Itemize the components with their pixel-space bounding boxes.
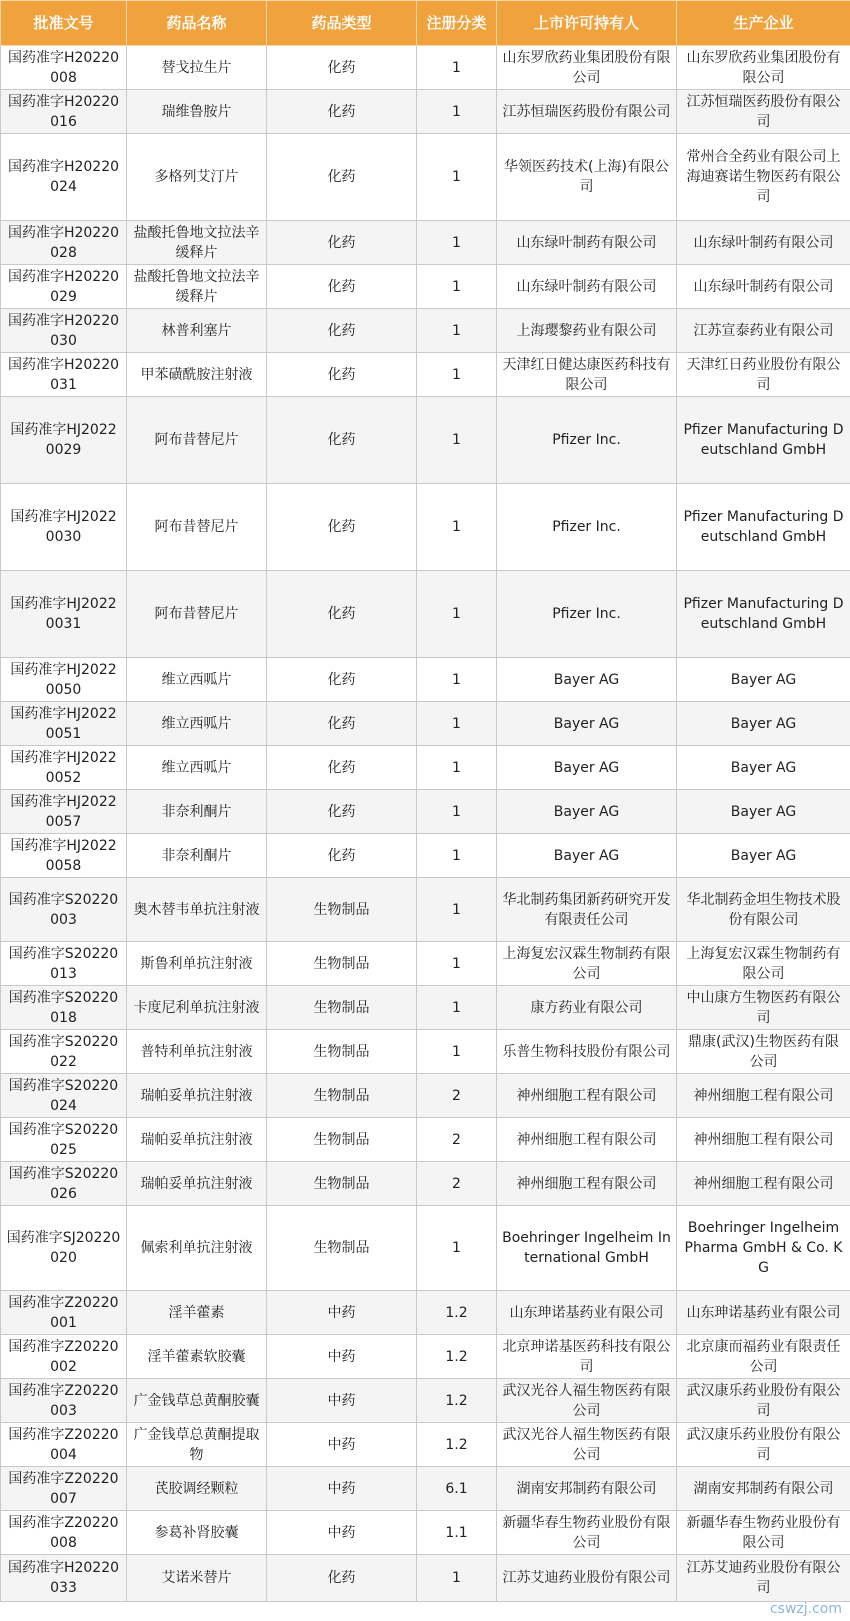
drug-type-cell: 化药 bbox=[267, 834, 417, 878]
drug-name-cell: 阿布昔替尼片 bbox=[127, 571, 267, 658]
drug-name-cell: 甲苯磺酰胺注射液 bbox=[127, 353, 267, 397]
manufacturer-cell: 山东罗欣药业集团股份有限公司 bbox=[677, 46, 850, 90]
approval-number-cell: 国药准字H20220008 bbox=[1, 46, 127, 90]
registration-class-cell: 6.1 bbox=[417, 1467, 497, 1511]
manufacturer-cell: 鼎康(武汉)生物医药有限公司 bbox=[677, 1030, 850, 1074]
approval-number-cell: 国药准字H20220033 bbox=[1, 1555, 127, 1602]
approval-number-cell: 国药准字H20220028 bbox=[1, 221, 127, 265]
manufacturer-cell: 江苏恒瑞医药股份有限公司 bbox=[677, 90, 850, 134]
table-row bbox=[1, 571, 850, 658]
drug-name-cell: 奥木替韦单抗注射液 bbox=[127, 878, 267, 942]
registration-class-cell: 1.2 bbox=[417, 1291, 497, 1335]
license-holder-cell: 山东绿叶制药有限公司 bbox=[497, 221, 677, 265]
registration-class-cell: 1 bbox=[417, 1555, 497, 1602]
header-manufacturer: 生产企业 bbox=[677, 1, 850, 46]
license-holder-cell: 北京珅诺基医药科技有限公司 bbox=[497, 1335, 677, 1379]
manufacturer-cell: 华北制药金坦生物技术股份有限公司 bbox=[677, 878, 850, 942]
manufacturer-cell: Bayer AG bbox=[677, 658, 850, 702]
drug-name-cell: 林普利塞片 bbox=[127, 309, 267, 353]
table-row bbox=[1, 658, 850, 702]
drug-name-cell: 艾诺米替片 bbox=[127, 1555, 267, 1602]
approval-number-cell: 国药准字S20220013 bbox=[1, 942, 127, 986]
license-holder-cell: 乐普生物科技股份有限公司 bbox=[497, 1030, 677, 1074]
manufacturer-cell: 中山康方生物医药有限公司 bbox=[677, 986, 850, 1030]
header-drug-name: 药品名称 bbox=[127, 1, 267, 46]
manufacturer-cell: 湖南安邦制药有限公司 bbox=[677, 1467, 850, 1511]
site-watermark: cswzj.com bbox=[769, 1601, 842, 1617]
table-row bbox=[1, 1030, 850, 1074]
header-drug-type: 药品类型 bbox=[267, 1, 417, 46]
license-holder-cell: 上海复宏汉霖生物制药有限公司 bbox=[497, 942, 677, 986]
license-holder-cell: 神州细胞工程有限公司 bbox=[497, 1118, 677, 1162]
registration-class-cell: 1 bbox=[417, 484, 497, 571]
drug-type-cell: 化药 bbox=[267, 221, 417, 265]
manufacturer-cell: Pfizer Manufacturing Deutschland GmbH bbox=[677, 484, 850, 571]
approval-number-cell: 国药准字S20220026 bbox=[1, 1162, 127, 1206]
drug-type-cell: 化药 bbox=[267, 658, 417, 702]
drug-name-cell: 斯鲁利单抗注射液 bbox=[127, 942, 267, 986]
license-holder-cell: 上海璎黎药业有限公司 bbox=[497, 309, 677, 353]
table-row bbox=[1, 90, 850, 134]
table-row bbox=[1, 1467, 850, 1511]
registration-class-cell: 1.2 bbox=[417, 1335, 497, 1379]
approval-number-cell: 国药准字Z20220007 bbox=[1, 1467, 127, 1511]
manufacturer-cell: Pfizer Manufacturing Deutschland GmbH bbox=[677, 571, 850, 658]
approval-number-cell: 国药准字S20220003 bbox=[1, 878, 127, 942]
registration-class-cell: 1.2 bbox=[417, 1423, 497, 1467]
manufacturer-cell: 山东珅诺基药业有限公司 bbox=[677, 1291, 850, 1335]
approval-number-cell: 国药准字H20220030 bbox=[1, 309, 127, 353]
approval-number-cell: 国药准字HJ20220052 bbox=[1, 746, 127, 790]
approval-number-cell: 国药准字HJ20220029 bbox=[1, 397, 127, 484]
approval-number-cell: 国药准字Z20220001 bbox=[1, 1291, 127, 1335]
table-row bbox=[1, 746, 850, 790]
header-license-holder: 上市许可持有人 bbox=[497, 1, 677, 46]
table-row bbox=[1, 790, 850, 834]
drug-name-cell: 广金钱草总黄酮胶囊 bbox=[127, 1379, 267, 1423]
registration-class-cell: 1 bbox=[417, 221, 497, 265]
manufacturer-cell: 武汉康乐药业股份有限公司 bbox=[677, 1379, 850, 1423]
registration-class-cell: 2 bbox=[417, 1074, 497, 1118]
registration-class-cell: 1 bbox=[417, 46, 497, 90]
table-row bbox=[1, 265, 850, 309]
approval-number-cell: 国药准字SJ20220020 bbox=[1, 1206, 127, 1291]
drug-name-cell: 瑞维鲁胺片 bbox=[127, 90, 267, 134]
table-row bbox=[1, 1291, 850, 1335]
drug-type-cell: 化药 bbox=[267, 1555, 417, 1602]
drug-name-cell: 卡度尼利单抗注射液 bbox=[127, 986, 267, 1030]
manufacturer-cell: 天津红日药业股份有限公司 bbox=[677, 353, 850, 397]
drug-type-cell: 化药 bbox=[267, 90, 417, 134]
manufacturer-cell: Bayer AG bbox=[677, 702, 850, 746]
table-row bbox=[1, 1335, 850, 1379]
license-holder-cell: Pfizer Inc. bbox=[497, 571, 677, 658]
license-holder-cell: 湖南安邦制药有限公司 bbox=[497, 1467, 677, 1511]
license-holder-cell: 武汉光谷人福生物医药有限公司 bbox=[497, 1423, 677, 1467]
manufacturer-cell: Bayer AG bbox=[677, 834, 850, 878]
license-holder-cell: Bayer AG bbox=[497, 834, 677, 878]
drug-type-cell: 生物制品 bbox=[267, 1162, 417, 1206]
drug-type-cell: 生物制品 bbox=[267, 1074, 417, 1118]
drug-name-cell: 淫羊藿素 bbox=[127, 1291, 267, 1335]
drug-type-cell: 化药 bbox=[267, 484, 417, 571]
manufacturer-cell: Pfizer Manufacturing Deutschland GmbH bbox=[677, 397, 850, 484]
approval-number-cell: 国药准字Z20220008 bbox=[1, 1511, 127, 1555]
registration-class-cell: 1 bbox=[417, 1030, 497, 1074]
manufacturer-cell: Bayer AG bbox=[677, 790, 850, 834]
approval-number-cell: 国药准字Z20220002 bbox=[1, 1335, 127, 1379]
registration-class-cell: 2 bbox=[417, 1162, 497, 1206]
manufacturer-cell: 神州细胞工程有限公司 bbox=[677, 1074, 850, 1118]
drug-type-cell: 化药 bbox=[267, 353, 417, 397]
license-holder-cell: 神州细胞工程有限公司 bbox=[497, 1074, 677, 1118]
table-row bbox=[1, 1206, 850, 1291]
license-holder-cell: 康方药业有限公司 bbox=[497, 986, 677, 1030]
drug-name-cell: 多格列艾汀片 bbox=[127, 134, 267, 221]
drug-name-cell: 盐酸托鲁地文拉法辛缓释片 bbox=[127, 265, 267, 309]
registration-class-cell: 1 bbox=[417, 309, 497, 353]
license-holder-cell: Pfizer Inc. bbox=[497, 484, 677, 571]
license-holder-cell: 江苏恒瑞医药股份有限公司 bbox=[497, 90, 677, 134]
registration-class-cell: 1 bbox=[417, 702, 497, 746]
table-header-row bbox=[1, 1, 850, 46]
header-registration-class: 注册分类 bbox=[417, 1, 497, 46]
drug-type-cell: 生物制品 bbox=[267, 1030, 417, 1074]
registration-class-cell: 1 bbox=[417, 790, 497, 834]
table-row bbox=[1, 134, 850, 221]
table-row bbox=[1, 834, 850, 878]
drug-name-cell: 佩索利单抗注射液 bbox=[127, 1206, 267, 1291]
registration-class-cell: 1 bbox=[417, 746, 497, 790]
drug-type-cell: 化药 bbox=[267, 134, 417, 221]
manufacturer-cell: 江苏艾迪药业股份有限公司 bbox=[677, 1555, 850, 1602]
drug-type-cell: 中药 bbox=[267, 1423, 417, 1467]
drug-type-cell: 生物制品 bbox=[267, 1118, 417, 1162]
table-body bbox=[1, 46, 850, 1602]
drug-type-cell: 化药 bbox=[267, 46, 417, 90]
registration-class-cell: 2 bbox=[417, 1118, 497, 1162]
table-row bbox=[1, 986, 850, 1030]
drug-type-cell: 化药 bbox=[267, 397, 417, 484]
license-holder-cell: Pfizer Inc. bbox=[497, 397, 677, 484]
table-row bbox=[1, 1379, 850, 1423]
drug-type-cell: 生物制品 bbox=[267, 878, 417, 942]
manufacturer-cell: 山东绿叶制药有限公司 bbox=[677, 221, 850, 265]
approval-number-cell: 国药准字H20220016 bbox=[1, 90, 127, 134]
registration-class-cell: 1 bbox=[417, 265, 497, 309]
approval-number-cell: 国药准字H20220024 bbox=[1, 134, 127, 221]
approval-number-cell: 国药准字HJ20220057 bbox=[1, 790, 127, 834]
approval-number-cell: 国药准字HJ20220030 bbox=[1, 484, 127, 571]
drug-name-cell: 阿布昔替尼片 bbox=[127, 484, 267, 571]
registration-class-cell: 1.1 bbox=[417, 1511, 497, 1555]
approval-number-cell: 国药准字S20220018 bbox=[1, 986, 127, 1030]
approval-number-cell: 国药准字HJ20220031 bbox=[1, 571, 127, 658]
approval-number-cell: 国药准字Z20220003 bbox=[1, 1379, 127, 1423]
table-row bbox=[1, 484, 850, 571]
drug-name-cell: 替戈拉生片 bbox=[127, 46, 267, 90]
drug-name-cell: 盐酸托鲁地文拉法辛缓释片 bbox=[127, 221, 267, 265]
registration-class-cell: 1 bbox=[417, 571, 497, 658]
drug-name-cell: 瑞帕妥单抗注射液 bbox=[127, 1162, 267, 1206]
table-row bbox=[1, 1423, 850, 1467]
table-row bbox=[1, 1162, 850, 1206]
drug-name-cell: 瑞帕妥单抗注射液 bbox=[127, 1118, 267, 1162]
license-holder-cell: Bayer AG bbox=[497, 746, 677, 790]
manufacturer-cell: 北京康而福药业有限责任公司 bbox=[677, 1335, 850, 1379]
license-holder-cell: 华领医药技术(上海)有限公司 bbox=[497, 134, 677, 221]
drug-name-cell: 广金钱草总黄酮提取物 bbox=[127, 1423, 267, 1467]
drug-type-cell: 化药 bbox=[267, 790, 417, 834]
drug-type-cell: 中药 bbox=[267, 1291, 417, 1335]
drug-type-cell: 生物制品 bbox=[267, 986, 417, 1030]
drug-type-cell: 生物制品 bbox=[267, 1206, 417, 1291]
license-holder-cell: Boehringer Ingelheim International GmbH bbox=[497, 1206, 677, 1291]
approval-number-cell: 国药准字H20220029 bbox=[1, 265, 127, 309]
registration-class-cell: 1 bbox=[417, 942, 497, 986]
drug-type-cell: 中药 bbox=[267, 1335, 417, 1379]
table-row bbox=[1, 702, 850, 746]
manufacturer-cell: 上海复宏汉霖生物制药有限公司 bbox=[677, 942, 850, 986]
registration-class-cell: 1 bbox=[417, 134, 497, 221]
registration-class-cell: 1.2 bbox=[417, 1379, 497, 1423]
table-row bbox=[1, 221, 850, 265]
drug-type-cell: 化药 bbox=[267, 746, 417, 790]
license-holder-cell: 天津红日健达康医药科技有限公司 bbox=[497, 353, 677, 397]
manufacturer-cell: 常州合全药业有限公司上海迪赛诺生物医药有限公司 bbox=[677, 134, 850, 221]
table-row bbox=[1, 309, 850, 353]
drug-type-cell: 中药 bbox=[267, 1511, 417, 1555]
table-row bbox=[1, 942, 850, 986]
table-row bbox=[1, 397, 850, 484]
approval-number-cell: 国药准字S20220022 bbox=[1, 1030, 127, 1074]
registration-class-cell: 1 bbox=[417, 986, 497, 1030]
registration-class-cell: 1 bbox=[417, 878, 497, 942]
approval-number-cell: 国药准字HJ20220058 bbox=[1, 834, 127, 878]
table-row bbox=[1, 1511, 850, 1555]
license-holder-cell: Bayer AG bbox=[497, 658, 677, 702]
drug-type-cell: 化药 bbox=[267, 571, 417, 658]
approval-number-cell: 国药准字HJ20220050 bbox=[1, 658, 127, 702]
drug-name-cell: 参葛补肾胶囊 bbox=[127, 1511, 267, 1555]
drug-type-cell: 化药 bbox=[267, 702, 417, 746]
approval-number-cell: 国药准字Z20220004 bbox=[1, 1423, 127, 1467]
drug-name-cell: 维立西呱片 bbox=[127, 746, 267, 790]
drug-name-cell: 芪胶调经颗粒 bbox=[127, 1467, 267, 1511]
manufacturer-cell: Boehringer Ingelheim Pharma GmbH & Co. KG bbox=[677, 1206, 850, 1291]
drug-type-cell: 化药 bbox=[267, 265, 417, 309]
approval-number-cell: 国药准字HJ20220051 bbox=[1, 702, 127, 746]
table-row bbox=[1, 1555, 850, 1602]
table-row bbox=[1, 1074, 850, 1118]
registration-class-cell: 1 bbox=[417, 834, 497, 878]
header-approval-number: 批准文号 bbox=[1, 1, 127, 46]
manufacturer-cell: 神州细胞工程有限公司 bbox=[677, 1118, 850, 1162]
table-row bbox=[1, 46, 850, 90]
license-holder-cell: 山东罗欣药业集团股份有限公司 bbox=[497, 46, 677, 90]
drug-type-cell: 中药 bbox=[267, 1467, 417, 1511]
license-holder-cell: 山东珅诺基药业有限公司 bbox=[497, 1291, 677, 1335]
manufacturer-cell: 武汉康乐药业股份有限公司 bbox=[677, 1423, 850, 1467]
license-holder-cell: 华北制药集团新药研究开发有限责任公司 bbox=[497, 878, 677, 942]
table-row bbox=[1, 1118, 850, 1162]
table-row bbox=[1, 878, 850, 942]
drug-name-cell: 瑞帕妥单抗注射液 bbox=[127, 1074, 267, 1118]
license-holder-cell: 武汉光谷人福生物医药有限公司 bbox=[497, 1379, 677, 1423]
drug-type-cell: 化药 bbox=[267, 309, 417, 353]
drug-type-cell: 生物制品 bbox=[267, 942, 417, 986]
approval-number-cell: 国药准字S20220025 bbox=[1, 1118, 127, 1162]
drug-type-cell: 中药 bbox=[267, 1379, 417, 1423]
registration-class-cell: 1 bbox=[417, 1206, 497, 1291]
registration-class-cell: 1 bbox=[417, 353, 497, 397]
license-holder-cell: 新疆华春生物药业股份有限公司 bbox=[497, 1511, 677, 1555]
registration-class-cell: 1 bbox=[417, 397, 497, 484]
drug-name-cell: 非奈利酮片 bbox=[127, 790, 267, 834]
license-holder-cell: 山东绿叶制药有限公司 bbox=[497, 265, 677, 309]
drug-name-cell: 淫羊藿素软胶囊 bbox=[127, 1335, 267, 1379]
drug-name-cell: 阿布昔替尼片 bbox=[127, 397, 267, 484]
license-holder-cell: Bayer AG bbox=[497, 702, 677, 746]
approval-number-cell: 国药准字H20220031 bbox=[1, 353, 127, 397]
drug-name-cell: 普特利单抗注射液 bbox=[127, 1030, 267, 1074]
manufacturer-cell: 神州细胞工程有限公司 bbox=[677, 1162, 850, 1206]
table-row bbox=[1, 353, 850, 397]
license-holder-cell: 江苏艾迪药业股份有限公司 bbox=[497, 1555, 677, 1602]
drug-name-cell: 维立西呱片 bbox=[127, 658, 267, 702]
registration-class-cell: 1 bbox=[417, 90, 497, 134]
manufacturer-cell: Bayer AG bbox=[677, 746, 850, 790]
license-holder-cell: 神州细胞工程有限公司 bbox=[497, 1162, 677, 1206]
drug-name-cell: 维立西呱片 bbox=[127, 702, 267, 746]
drug-name-cell: 非奈利酮片 bbox=[127, 834, 267, 878]
manufacturer-cell: 江苏宣泰药业有限公司 bbox=[677, 309, 850, 353]
license-holder-cell: Bayer AG bbox=[497, 790, 677, 834]
manufacturer-cell: 新疆华春生物药业股份有限公司 bbox=[677, 1511, 850, 1555]
registration-class-cell: 1 bbox=[417, 658, 497, 702]
manufacturer-cell: 山东绿叶制药有限公司 bbox=[677, 265, 850, 309]
approval-number-cell: 国药准字S20220024 bbox=[1, 1074, 127, 1118]
